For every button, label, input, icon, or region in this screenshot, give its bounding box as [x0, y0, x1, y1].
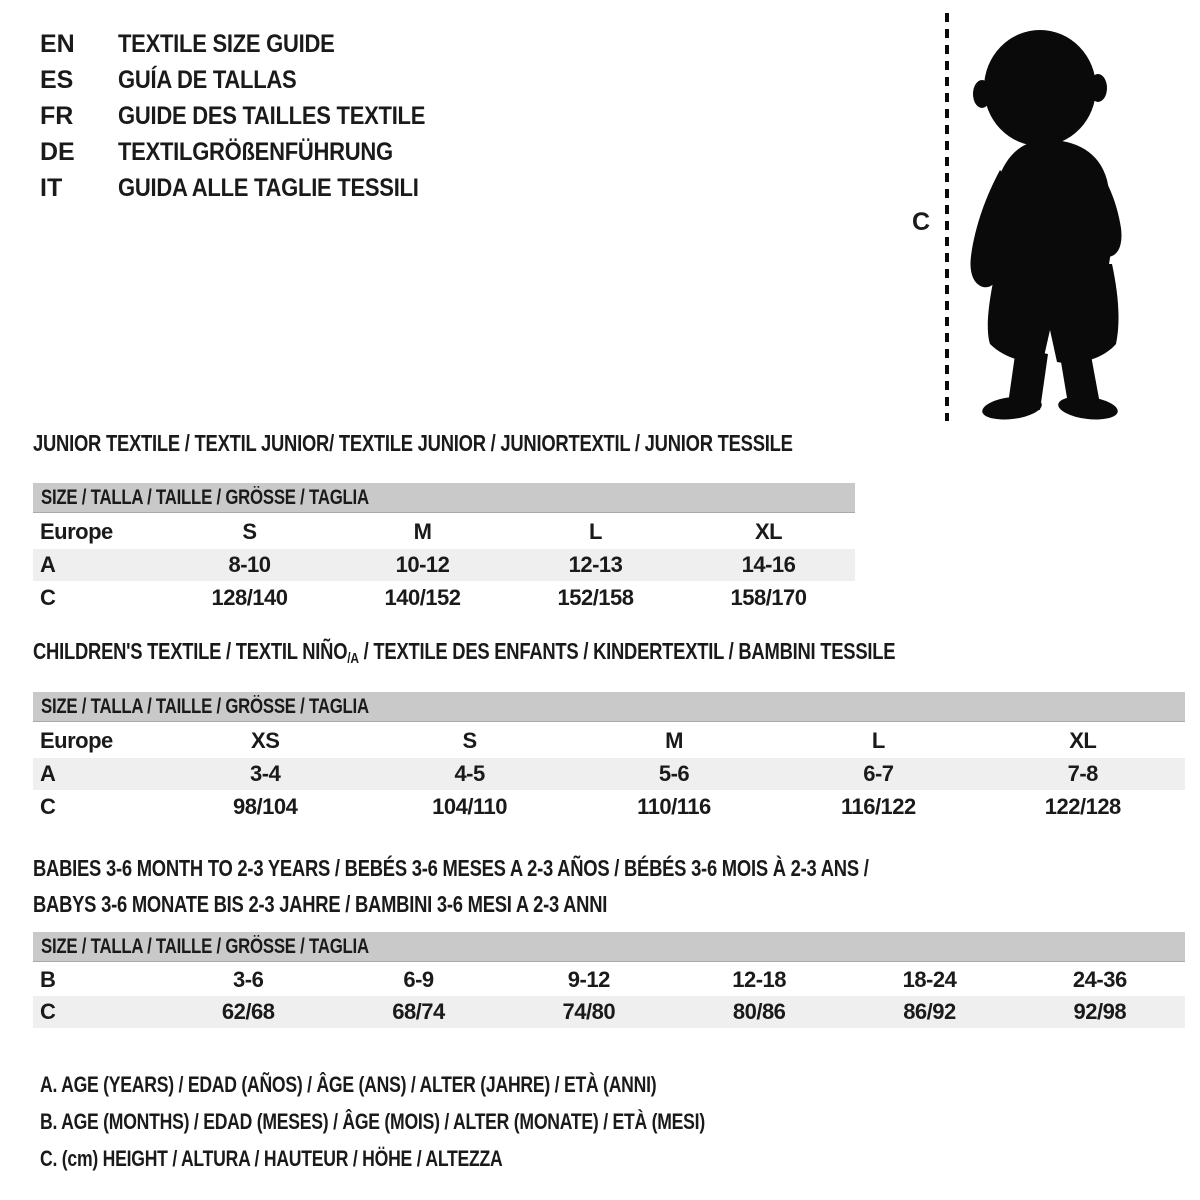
height-cell: 140/152 [384, 584, 461, 610]
junior-section-title [33, 429, 855, 457]
size-band-label: SIZE / TALLA / TAILLE / GRÖSSE / TAGLIA [41, 485, 369, 509]
height-figure [900, 8, 1172, 428]
children-title-main: CHILDREN'S TEXTILE / TEXTIL NIÑO [33, 638, 348, 664]
babies-height-row [33, 996, 1185, 1028]
children-height-row [33, 790, 1185, 823]
language-row-it [40, 170, 467, 206]
height-measure-label: C [912, 208, 931, 236]
legend-line-b [40, 1103, 871, 1140]
size-header-cell: L [589, 519, 602, 544]
height-cell: 98/104 [233, 793, 298, 819]
junior-height-row [33, 581, 855, 614]
height-cell: 128/140 [211, 584, 288, 610]
junior-size-header-row [33, 515, 855, 549]
legend-text-c: C. (cm) HEIGHT / ALTURA / HAUTEUR / HÖHE / ALTEZZA [40, 1146, 503, 1171]
babies-title-text-1: BABIES 3-6 MONTH TO 2-3 YEARS / BEBÉS 3-6 MESES A 2-3 AÑOS / BÉBÉS 3-6 MOIS À 2-3 ANS / [33, 855, 869, 881]
size-band-label: SIZE / TALLA / TAILLE / GRÖSSE / TAGLIA [41, 694, 369, 718]
language-row-fr [40, 98, 467, 134]
children-size-band [33, 692, 1185, 722]
legend-line-c [40, 1140, 871, 1177]
height-cell: 104/110 [432, 793, 507, 819]
language-title: GUIDE DES TAILLES TEXTILE [118, 101, 426, 130]
children-size-header-row [33, 724, 1185, 758]
months-cell: 24-36 [1072, 967, 1127, 992]
height-dashed-line [943, 10, 951, 424]
age-cell: 4-5 [454, 761, 485, 786]
age-cell: 10-12 [395, 552, 450, 577]
toddler-silhouette-icon [966, 12, 1138, 422]
size-header-cell: XL [754, 519, 783, 544]
size-header-cell: XS [251, 728, 280, 753]
size-header-cell: L [871, 728, 885, 753]
babies-section-title-line1 [33, 850, 1185, 886]
size-header-cell: S [462, 728, 477, 753]
language-title: TEXTILE SIZE GUIDE [118, 29, 335, 58]
row-label: C [40, 793, 56, 819]
measure-legend [40, 1066, 871, 1177]
height-cell: 158/170 [730, 584, 807, 610]
height-cell: 74/80 [562, 999, 616, 1024]
language-title: GUÍA DE TALLAS [118, 65, 297, 94]
language-code: DE [40, 137, 75, 166]
babies-size-band [33, 932, 1185, 962]
region-label: Europe [40, 728, 113, 753]
height-cell: 80/86 [732, 999, 786, 1024]
age-cell: 14-16 [741, 552, 796, 577]
junior-size-band [33, 483, 855, 513]
row-label: C [40, 584, 56, 610]
height-cell: 62/68 [221, 999, 275, 1024]
height-cell: 92/98 [1073, 999, 1127, 1024]
legend-text-a: A. AGE (YEARS) / EDAD (AÑOS) / ÂGE (ANS) / ALTER (JAHRE) / ETÀ (ANNI) [40, 1072, 657, 1097]
height-cell: 86/92 [903, 999, 956, 1024]
language-code: ES [40, 65, 74, 94]
height-cell: 110/116 [637, 793, 711, 819]
babies-section-title-line2 [33, 886, 1185, 922]
babies-section [33, 850, 1185, 1028]
age-cell: 5-6 [658, 761, 690, 786]
age-cell: 8-10 [228, 552, 271, 577]
children-title-rest: / TEXTILE DES ENFANTS / KINDERTEXTIL / BAMBINI TESSILE [358, 638, 896, 664]
months-cell: 9-12 [567, 967, 610, 992]
age-cell: 7-8 [1067, 761, 1098, 786]
children-title-sub: /A [347, 650, 359, 667]
row-label: C [40, 999, 56, 1024]
height-cell: 116/122 [840, 793, 916, 819]
language-title: GUIDA ALLE TAGLIE TESSILI [118, 173, 419, 202]
size-header-cell: XL [1069, 728, 1097, 753]
babies-title-text-2: BABYS 3-6 MONATE BIS 2-3 JAHRE / BAMBINI 3-6 MESI A 2-3 ANNI [33, 891, 608, 917]
language-row-de [40, 134, 467, 170]
junior-age-row [33, 549, 855, 581]
size-header-cell: M [413, 519, 432, 544]
language-list [40, 26, 467, 206]
size-header-cell: M [665, 728, 683, 753]
legend-line-a [40, 1066, 871, 1103]
junior-section [33, 429, 855, 614]
junior-title-text: JUNIOR TEXTILE / TEXTIL JUNIOR/ TEXTILE JUNIOR / JUNIORTEXTIL / JUNIOR TESSILE [33, 430, 793, 456]
babies-size-table [33, 964, 1185, 1028]
children-section [33, 637, 1185, 823]
age-cell: 3-4 [250, 761, 281, 786]
size-header-cell: S [242, 519, 257, 544]
children-section-title [33, 637, 1185, 665]
language-code: FR [40, 101, 74, 130]
babies-months-row [33, 964, 1185, 996]
row-label: A [40, 761, 56, 786]
row-label: B [40, 967, 56, 992]
row-label: A [40, 552, 56, 577]
junior-size-table [33, 515, 855, 614]
language-row-es [40, 62, 467, 98]
height-cell: 122/128 [1044, 793, 1121, 819]
months-cell: 12-18 [732, 967, 787, 992]
age-cell: 12-13 [568, 552, 623, 577]
months-cell: 3-6 [233, 967, 264, 992]
children-title-text [33, 637, 895, 673]
language-title: TEXTILGRÖßENFÜHRUNG [118, 137, 393, 166]
height-cell: 68/74 [392, 999, 445, 1024]
children-size-table [33, 724, 1185, 823]
months-cell: 6-9 [403, 967, 434, 992]
language-row-en [40, 26, 467, 62]
legend-text-b: B. AGE (MONTHS) / EDAD (MESES) / ÂGE (MOIS) / ALTER (MONATE) / ETÀ (MESI) [40, 1109, 705, 1134]
size-band-label: SIZE / TALLA / TAILLE / GRÖSSE / TAGLIA [41, 934, 369, 958]
language-code: IT [40, 173, 63, 202]
language-code: EN [40, 29, 75, 58]
months-cell: 18-24 [902, 967, 957, 992]
age-cell: 6-7 [863, 761, 894, 786]
region-label: Europe [40, 519, 113, 544]
height-cell: 152/158 [557, 584, 634, 610]
children-age-row [33, 758, 1185, 790]
